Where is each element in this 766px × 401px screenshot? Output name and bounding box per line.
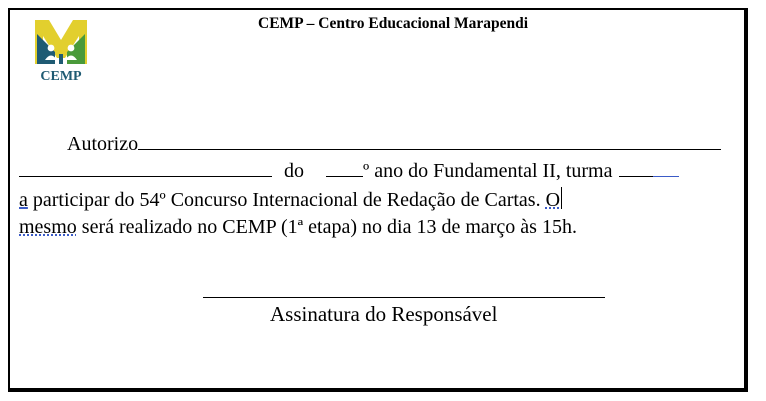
authorization-line-4 <box>19 215 577 239</box>
signature-line[interactable] <box>203 297 605 298</box>
student-name-continuation-blank[interactable] <box>19 158 272 177</box>
cemp-logo-graphic <box>33 18 89 84</box>
do-label: do <box>284 160 304 182</box>
text-cursor <box>561 187 562 209</box>
year-blank[interactable] <box>326 158 363 177</box>
spellcheck-mark <box>653 158 679 177</box>
class-blank[interactable] <box>619 158 653 177</box>
contest-text: participar do 54º Concurso Internacional de Redação de Cartas. <box>32 189 541 211</box>
schedule-text: será realizado no CEMP (1ª etapa) no dia 13 de março às 15h. <box>81 216 577 238</box>
o-word: O <box>545 189 561 211</box>
a-word: a <box>19 189 28 211</box>
mesmo-word: mesmo <box>19 216 77 238</box>
authorization-line-3 <box>19 187 562 212</box>
student-name-blank[interactable] <box>138 131 721 150</box>
authorization-line-2 <box>19 158 679 183</box>
signature-label: Assinatura do Responsável <box>270 302 498 326</box>
authorization-line-1 <box>67 131 721 156</box>
school-title: CEMP – Centro Educacional Marapendi <box>258 15 529 32</box>
svg-text:CEMP: CEMP <box>40 69 82 84</box>
autorizo-label: Autorizo <box>67 133 139 155</box>
year-text: º ano do Fundamental II, turma <box>363 160 613 182</box>
cemp-logo <box>33 18 89 84</box>
